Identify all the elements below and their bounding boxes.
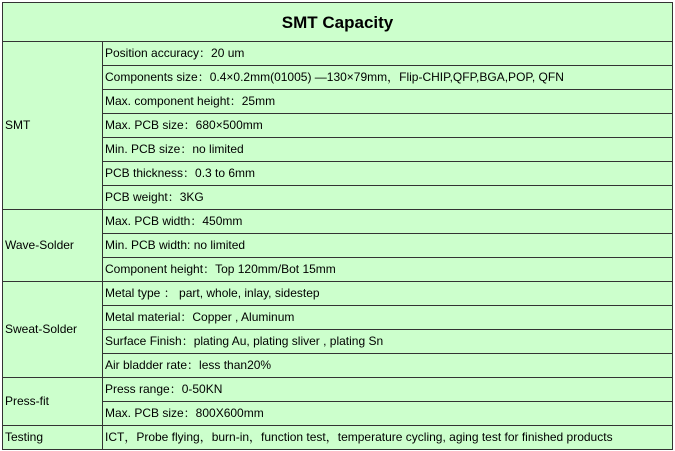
spec-cell: Metal material：Copper , Aluminum [103, 306, 673, 330]
spec-cell: PCB weight：3KG [103, 186, 673, 210]
table-row [3, 282, 673, 306]
category-press-fit: Press-fit [3, 378, 103, 426]
spec-cell: PCB thickness：0.3 to 6mm [103, 162, 673, 186]
table-row [3, 330, 673, 354]
spec-cell: Surface Finish：plating Au, plating sliver , plating Sn [103, 330, 673, 354]
spec-cell: Press range：0-50KN [103, 378, 673, 402]
spec-cell: Max. PCB size：800X600mm [103, 402, 673, 426]
spec-cell: ICT，Probe flying，burn-in，function test，temperature cycling, aging test for finished products [103, 426, 673, 450]
table-title: SMT Capacity [3, 3, 673, 42]
spec-cell: Min. PCB width: no limited [103, 234, 673, 258]
category-testing: Testing [3, 426, 103, 450]
table-row [3, 234, 673, 258]
table-row [3, 354, 673, 378]
table-row [3, 186, 673, 210]
table-row [3, 162, 673, 186]
table-row [3, 90, 673, 114]
spec-cell: Max. component height：25mm [103, 90, 673, 114]
category-sweat-solder: Sweat-Solder [3, 282, 103, 378]
spec-cell: Position accuracy：20 um [103, 42, 673, 66]
table-row [3, 66, 673, 90]
category-smt: SMT [3, 42, 103, 210]
table-row [3, 210, 673, 234]
spec-cell: Max. PCB size：680×500mm [103, 114, 673, 138]
spec-cell: Air bladder rate：less than20% [103, 354, 673, 378]
category-wave-solder: Wave-Solder [3, 210, 103, 282]
table-row [3, 402, 673, 426]
smt-capacity-table [2, 2, 673, 450]
spec-cell: Metal type ： part, whole, inlay, sidestep [103, 282, 673, 306]
table-row [3, 378, 673, 402]
table-row [3, 42, 673, 66]
spec-cell: Max. PCB width：450mm [103, 210, 673, 234]
spec-cell: Min. PCB size：no limited [103, 138, 673, 162]
table-row [3, 306, 673, 330]
spec-cell: Components size：0.4×0.2mm(01005) —130×79mm，Flip-CHIP,QFP,BGA,POP, QFN [103, 66, 673, 90]
table-row [3, 426, 673, 450]
spec-cell: Component height：Top 120mm/Bot 15mm [103, 258, 673, 282]
table-row [3, 258, 673, 282]
table-row [3, 114, 673, 138]
title-row [3, 3, 673, 42]
table-row [3, 138, 673, 162]
